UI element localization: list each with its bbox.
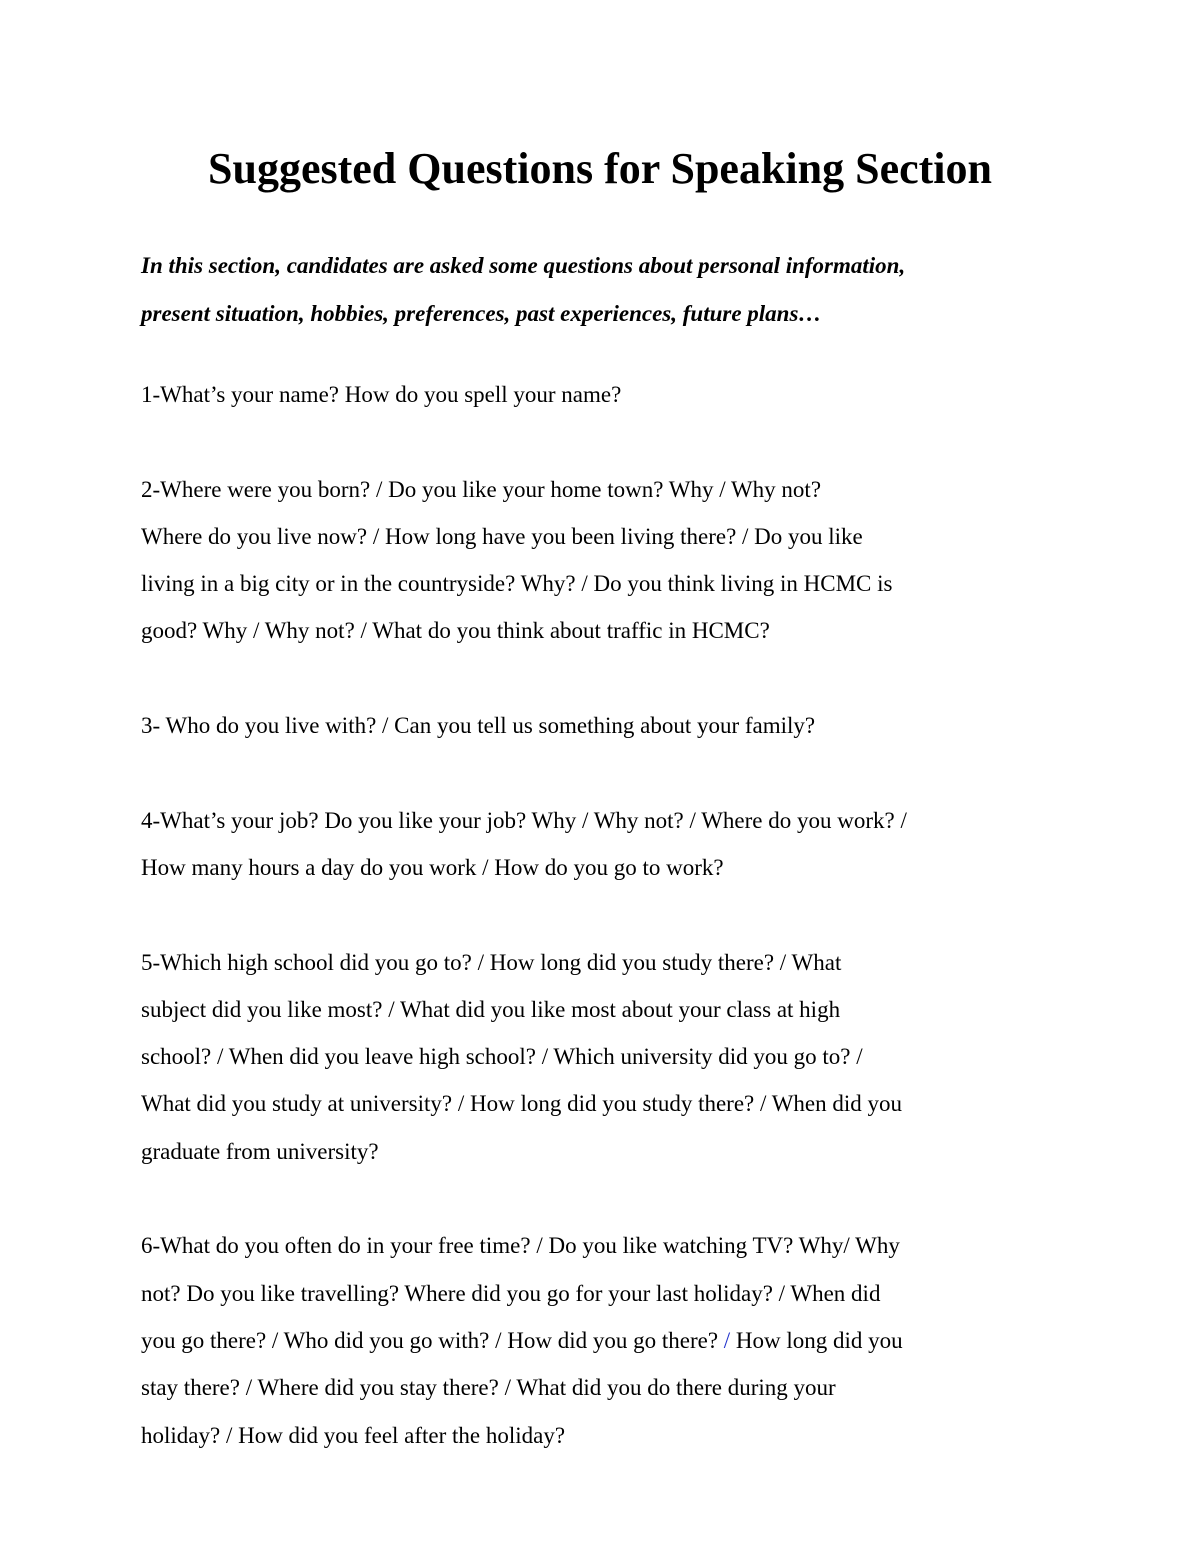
question-line: not? Do you like travelling? Where did you go for your last holiday? / When did [141, 1280, 881, 1306]
question-line: graduate from university? [141, 1138, 379, 1164]
question-4 [141, 797, 1081, 892]
question-2 [141, 466, 1081, 655]
question-line: stay there? / Where did you stay there? / What did you do there during your [141, 1375, 836, 1401]
question-line: subject did you like most? / What did you like most about your class at high [141, 996, 841, 1022]
question-line: holiday? / How did you feel after the holiday? [141, 1422, 566, 1448]
question-line: 1-What’s your name? How do you spell your name? [141, 382, 622, 407]
page-title: Suggested Questions for Speaking Section [208, 144, 992, 193]
question-line: 4-What’s your job? Do you like your job? Why / Why not? / Where do you work? / [141, 807, 907, 833]
question-line: 6-What do you often do in your free time? / Do you like watching TV? Why/ Why [141, 1233, 900, 1259]
intro-paragraph [141, 242, 1081, 337]
intro-line: present situation, hobbies, preferences, past experiences, future plans… [141, 300, 822, 326]
question-line: How many hours a day do you work / How do you go to work? [141, 854, 724, 880]
question-segment: How long did you [735, 1327, 903, 1353]
question-5 [141, 939, 1081, 1175]
question-line: school? / When did you leave high school? / Which university did you go to? / [141, 1044, 863, 1070]
intro-line: In this section, candidates are asked some questions about personal information, [141, 253, 906, 278]
question-line: good? Why / Why not? / What do you think about traffic in HCMC? [141, 618, 770, 644]
question-line: 2-Where were you born? / Do you like your home town? Why / Why not? [141, 476, 822, 502]
question-line: living in a big city or in the countryside? Why? / Do you think living in HCMC is [141, 571, 893, 597]
question-list [141, 371, 1081, 1506]
question-line-with-highlight [141, 1317, 1081, 1364]
question-line: What did you study at university? / How long did you study there? / When did you [141, 1091, 903, 1117]
question-line: 3- Who do you live with? / Can you tell us something about your family? [141, 713, 816, 739]
question-segment: you go there? / Who did you go with? / How did you go there? [141, 1327, 719, 1353]
question-line: Where do you live now? / How long have you been living there? / Do you like [141, 523, 863, 549]
question-3 [141, 702, 1081, 749]
highlighted-slash: / [723, 1327, 731, 1353]
question-1 [141, 371, 1081, 418]
question-6 [141, 1222, 1081, 1458]
question-line: 5-Which high school did you go to? / How long did you study there? / What [141, 949, 842, 975]
